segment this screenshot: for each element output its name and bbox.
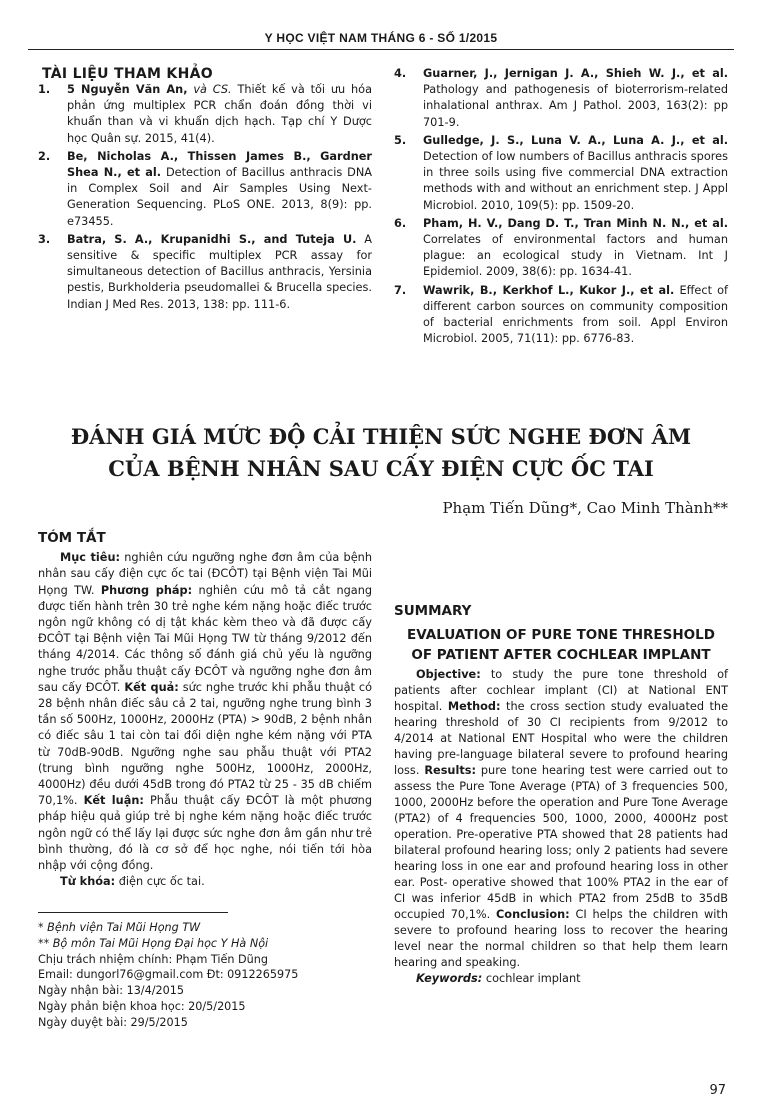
received-date: Ngày nhận bài: 13/4/2015 xyxy=(38,984,184,998)
keywords-text: cochlear implant xyxy=(485,972,581,985)
reference-authors: Guarner, J., Jernigan J. A., Shieh W. J., et al. xyxy=(423,67,728,80)
objective-label: Objective: xyxy=(416,668,481,681)
reference-text: Effect of different carbon sources on community composition of bacterial enrichments from soil. Appl Environ Microbiol. 2005, 71(11): pp. 6776-83. xyxy=(423,283,729,346)
abstract-paragraph xyxy=(38,550,372,874)
reference-item xyxy=(394,133,728,214)
reference-item xyxy=(394,283,728,348)
footnote-rule xyxy=(38,912,228,913)
conclusion-text: CI helps the children with severe to profound hearing loss to recover the hearing level near the normal children so that help them learn hearing and speaking. xyxy=(394,908,729,969)
contact-info: Email: dungorl76@gmail.com Đt: 0912265975 xyxy=(38,968,299,982)
reference-text: Detection of low numbers of Bacillus anthracis spores in three soils using five commercial DNA extraction methods with and without an enrichment step. J Appl Microbiol. 2010, 109(5): pp. 1509-20. xyxy=(423,150,728,212)
approval-date: Ngày duyệt bài: 29/5/2015 xyxy=(38,1015,188,1029)
reference-number: 2. xyxy=(38,149,51,163)
summary-en xyxy=(394,603,728,987)
reference-etal: và CS. xyxy=(193,83,232,96)
keywords-text: điện cực ốc tai. xyxy=(118,875,205,889)
page-number: 97 xyxy=(709,1083,726,1098)
reference-number: 4. xyxy=(394,67,407,80)
reference-item xyxy=(38,82,372,147)
summary-paragraph xyxy=(394,667,728,971)
reference-authors: Pham, H. V., Dang D. T., Tran Minh N. N., et al. xyxy=(423,216,728,230)
article-title-line-2: CỦA BỆNH NHÂN SAU CẤY ĐIỆN CỰC ỐC TAI xyxy=(108,456,654,481)
references-right-column xyxy=(394,66,728,349)
reference-item xyxy=(394,66,728,131)
conclusion-label: Kết luận: xyxy=(83,794,144,808)
references-heading: TÀI LIỆU THAM KHẢO xyxy=(42,66,213,82)
summary-title-line-2: OF PATIENT AFTER COCHLEAR IMPLANT xyxy=(411,647,711,663)
reference-number: 1. xyxy=(38,83,51,96)
keywords-line xyxy=(394,971,728,987)
article-authors: Phạm Tiến Dũng*, Cao Minh Thành** xyxy=(442,499,728,517)
reference-item xyxy=(38,149,372,230)
result-text: sức nghe trước khi phẫu thuật có 28 bệnh nhân điếc sâu cả 2 tai, ngưỡng nghe trung bình 3 tần số 500Hz, 1000Hz, 2000Hz (PTA) > 90dB, 2 bệnh nhân có điếc sâu 1 tai còn tai đối diện nghe kém nặng với PTA từ 70dB-90dB. Ngưỡng nghe sau phẫu thuật với PTA2 (trung bình ngưỡng nghe 500Hz, 1000Hz, 2000Hz, 4000Hz) đều dưới 45dB trong đó PTA2 từ 25 - 35 dB chiếm 70,1%. xyxy=(38,680,373,808)
keywords-label: Từ khóa: xyxy=(60,875,116,889)
reference-text: Correlates of environmental factors and human plague: an ecological study in Vietnam. Int J Epidemiol. 2009, 38(6): pp. 1634-41. xyxy=(423,233,728,279)
keywords-line xyxy=(38,874,372,890)
footnotes xyxy=(38,920,368,1031)
reference-item xyxy=(394,216,728,281)
abstract-heading: TÓM TẮT xyxy=(38,530,106,546)
affiliation-1: * Bệnh viện Tai Mũi Họng TW xyxy=(38,921,201,934)
reference-authors: 5 Nguyễn Văn An, xyxy=(67,83,188,96)
responsible-author: Chịu trách nhiệm chính: Phạm Tiến Dũng xyxy=(38,952,268,966)
references-left-column xyxy=(38,82,372,315)
objective-text: nghiên cứu ngưỡng nghe đơn âm của bệnh nhân sau cấy điện cực ốc tai (ĐCÔT) tại Bệnh viện Tai Mũi Họng TW. xyxy=(38,551,372,597)
reference-item xyxy=(38,232,372,313)
reference-text: Detection of Bacillus anthracis DNA in Complex Soil and Air Samples Using Next-Generation Sequencing. PLoS ONE. 2013, 8(9): pp. e73455. xyxy=(67,166,373,228)
conclusion-label: Conclusion: xyxy=(496,908,570,921)
objective-label: Mục tiêu: xyxy=(60,551,121,565)
reference-text: A sensitive & specific multiplex PCR assay for simultaneous detection of Bacillus anthracis, Yersinia pestis, Burkholderia pseudomallei & Brucella species. Indian J Med Res. 2013, 138: pp. 111-6. xyxy=(67,232,373,311)
objective-text: to study the pure tone threshold of patients after cochlear implant (CI) at National ENT hospital. xyxy=(394,668,728,713)
reference-text: Thiết kế và tối ưu hóa phản ứng multiplex PCR chẩn đoán đồng thời vi khuẩn than và vi khuẩn dịch hạch. Tạp chí Y Dược học Quân sự. 2015, 41(4). xyxy=(67,83,373,145)
method-label: Method: xyxy=(447,700,501,713)
abstract-vi xyxy=(38,530,372,890)
result-label: Kết quả: xyxy=(124,680,179,694)
summary-heading: SUMMARY xyxy=(394,603,472,619)
reference-number: 5. xyxy=(394,133,407,147)
conclusion-text: Phẫu thuật cấy ĐCÔT là một phương pháp hiệu quả giúp trẻ bị nghe kém nặng hoặc điếc trước ngôn ngữ có thể lấy lại được sức nghe đơn âm gần như trẻ bình thường, đó là cơ sở để học nghe, nói tiến tới hòa nhập với cộng đồng. xyxy=(38,794,372,873)
reference-text: Pathology and pathogenesis of bioterrorism-related inhalational anthrax. Am J Pathol. 2003, 163(2): pp 701-9. xyxy=(423,83,728,129)
review-date: Ngày phản biện khoa học: 20/5/2015 xyxy=(38,999,246,1013)
reference-number: 6. xyxy=(394,216,407,230)
summary-title-line-1: EVALUATION OF PURE TONE THRESHOLD xyxy=(407,627,715,643)
method-text: nghiên cứu mô tả cắt ngang được tiến hành trên 30 trẻ nghe kém nặng hoặc điếc trước ngôn ngữ không có dị tật khác kèm theo và đã được cấy ĐCÔT tại Bệnh viện Tai Mũi Họng TW từ tháng 9/2012 đến tháng 4/2014. Các thông số đánh giá chủ yếu là ngưỡng nghe trước phẫu thuật cấy ĐCÔT và ngưỡng nghe đơn âm sau cấy ĐCÔT. xyxy=(38,583,373,694)
article-title-line-1: ĐÁNH GIÁ MỨC ĐỘ CẢI THIỆN SỨC NGHE ĐƠN ÂM xyxy=(70,424,692,449)
results-text: pure tone hearing test were carried out to assess the Pure Tone Average (PTA) of 3 frequencies 500, 1000, 2000Hz before the operation and Pure Tone Average (PTA2) of 4 frequencies 500, 1000, 2000, 4000Hz post operation. Pre-operative PTA showed that 28 patients had bilateral profound hearing loss; only 2 patients had severe hearing loss in one ear and profound hearing loss in other ear. Post- operative showed that 100% PTA2 in the ear of CI was inferior 45dB in which PTA2 from 25dB to 35dB occupied 70,1%. xyxy=(394,764,729,921)
reference-authors: Gulledge, J. S., Luna V. A., Luna A. J., et al. xyxy=(423,133,728,147)
results-label: Results: xyxy=(424,764,476,777)
reference-authors: Batra, S. A., Krupanidhi S., and Tuteja U. xyxy=(67,232,357,246)
header-rule xyxy=(28,49,734,50)
method-text: the cross section study evaluated the hearing threshold of 30 CI recipients from 9/2012 to 4/2014 at National ENT Hospital who were the children having pre-language bilateral severe to profound hearing loss. xyxy=(394,700,729,777)
reference-number: 7. xyxy=(394,283,407,297)
keywords-label: Keywords: xyxy=(416,972,483,985)
method-label: Phương pháp: xyxy=(100,583,193,597)
journal-header: Y HỌC VIỆT NAM THÁNG 6 - SỐ 1/2015 xyxy=(264,31,498,45)
reference-authors: Be, Nicholas A., Thissen James B., Gardner Shea N., et al. xyxy=(67,149,372,180)
reference-number: 3. xyxy=(38,232,51,246)
reference-authors: Wawrik, B., Kerkhof L., Kukor J., et al. xyxy=(423,283,675,297)
affiliation-2: ** Bộ môn Tai Mũi Họng Đại học Y Hà Nội xyxy=(38,936,269,950)
